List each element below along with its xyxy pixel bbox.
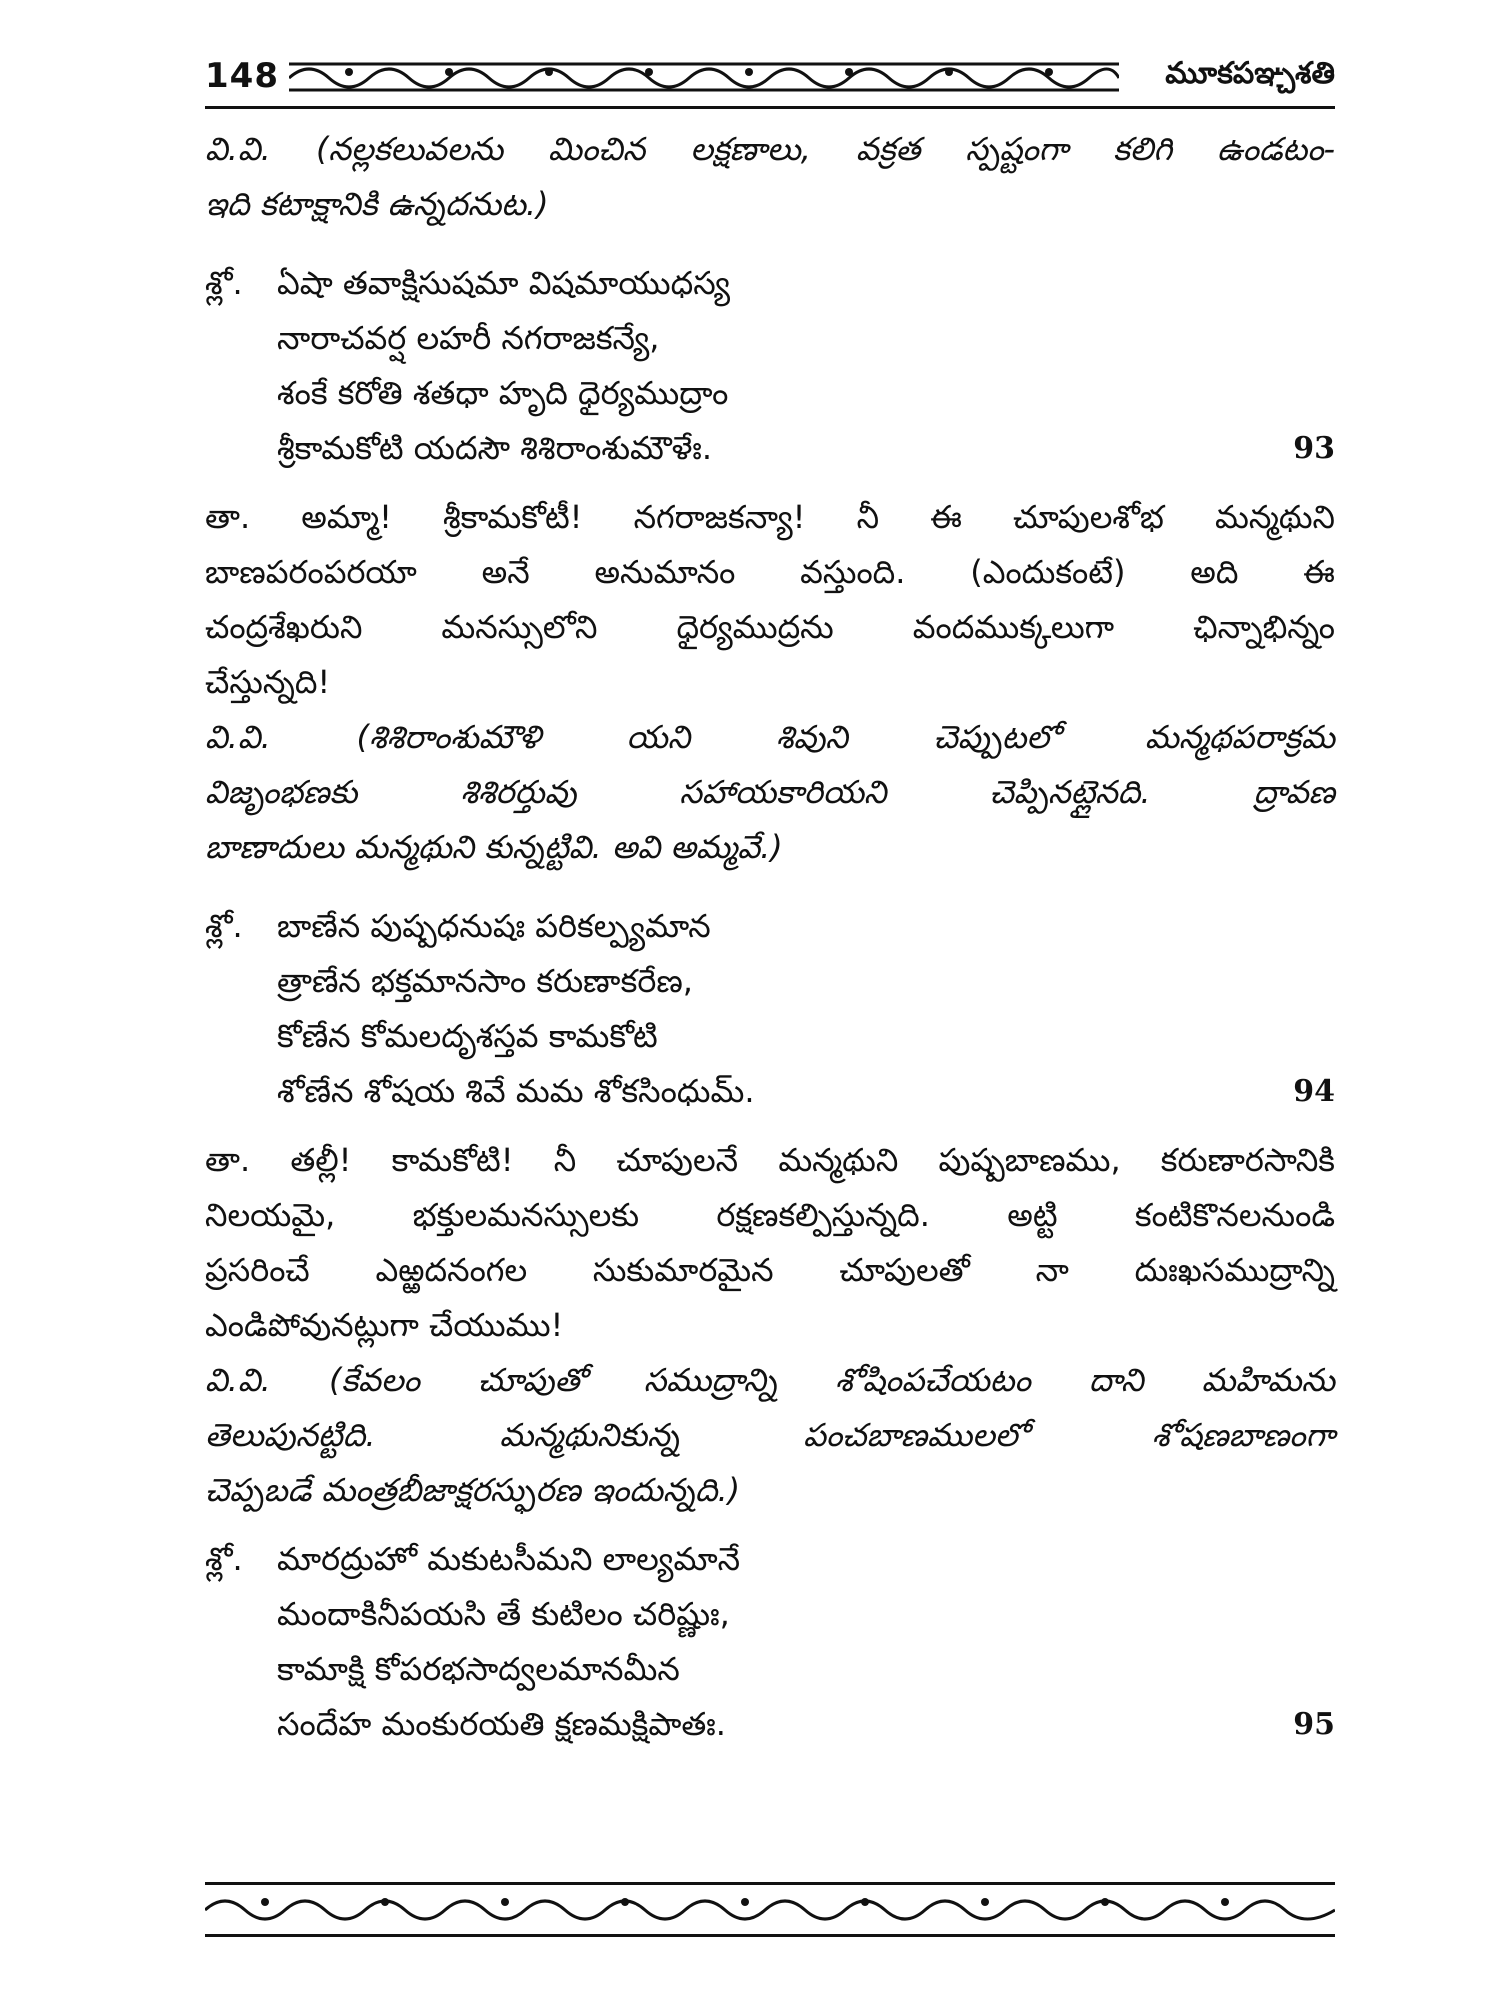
text-line: తా. తల్లీ! కామకోటి! నీ చూపులనే మన్మథుని పుష్పబాణము, కరుణారసానికి <box>205 1141 1335 1179</box>
text-line: వి.వి. (నల్లకలువలను మించిన లక్షణాలు, వక్రత స్పష్టంగా కలిగి ఉండటం- <box>205 130 1335 168</box>
commentary-paragraph <box>205 1353 1335 1518</box>
verse-line <box>205 1064 1335 1119</box>
verse-block <box>205 256 1335 476</box>
verse-label: శ్లో. <box>205 1540 243 1578</box>
page-footer <box>205 1882 1335 1942</box>
text-line: బాణాదులు మన్మథుని కున్నట్టివి. అవి అమ్మవే.) <box>205 828 783 866</box>
verse-line: మారద్రుహో మకుటసీమని లాల్యమానే <box>277 1540 741 1578</box>
footer-rule-top <box>205 1882 1335 1885</box>
verse-number: 94 <box>1293 1074 1335 1109</box>
text-line: నిలయమై, భక్తులమనస్సులకు రక్షణకల్పిస్తున్నది. అట్టి కంటికొనలనుండి <box>205 1196 1335 1234</box>
verse-line: శంకే కరోతి శతధా హృది ధైర్యముద్రాం <box>277 374 729 412</box>
text-line: తా. అమ్మా! శ్రీకామకోటీ! నగరాజకన్యా! నీ ఈ చూపులశోభ మన్మథుని <box>205 498 1335 536</box>
verse-line: త్రాణేన భక్తమానసాం కరుణాకరేణ, <box>277 962 693 1000</box>
verse-number: 95 <box>1293 1707 1335 1742</box>
footer-rule-bottom <box>205 1934 1335 1937</box>
page-number: 148 <box>205 56 279 96</box>
verse-line: కామాక్షి కోపరభసాద్వలమానమీన <box>277 1650 680 1688</box>
meaning-paragraph <box>205 490 1335 710</box>
text-line: చెప్పబడే మంత్రబీజాక్షరస్ఫురణ ఇందున్నది.) <box>205 1471 741 1509</box>
text-line: తెలుపునట్టిది. మన్మథునికున్న పంచబాణములలో శోషణబాణంగా <box>205 1416 1335 1454</box>
text-line: విజృంభణకు శిశిరర్తువు సహాయకారియని చెప్పినట్లైనది. ద్రావణ <box>205 773 1335 811</box>
text-line: చేస్తున్నది! <box>205 663 331 701</box>
text-line: ఇది కటాక్షానికి ఉన్నదనుట.) <box>205 185 549 223</box>
header-rule <box>205 106 1335 109</box>
verse-line: బాణేన పుష్పధనుషః పరికల్ప్యమాన <box>277 907 711 945</box>
verse-block <box>205 1532 1335 1752</box>
text-line: ఎండిపోవునట్లుగా చేయుము! <box>205 1306 564 1344</box>
text-line: ప్రసరించే ఎఱ్ఱదనంగల సుకుమారమైన చూపులతో నా దుఃఖసముద్రాన్ని <box>205 1251 1335 1289</box>
commentary-paragraph <box>205 710 1335 875</box>
verse-line: మందాకినీపయసి తే కుటిలం చరిష్ణుః, <box>277 1595 730 1633</box>
verse-label: శ్లో. <box>205 264 243 302</box>
text-line: వి.వి. (కేవలం చూపుతో సముద్రాన్ని శోషింపచేయటం దాని మహిమను <box>205 1361 1335 1399</box>
text-line: చంద్రశేఖరుని మనస్సులోని ధైర్యముద్రను వందముక్కలుగా ఛిన్నాభిన్నం <box>205 608 1335 646</box>
running-title: మూకపఞ్చశతి <box>1165 56 1335 91</box>
verse-line: కోణేన కోమలదృశస్తవ కామకోటి <box>277 1017 658 1055</box>
verse-line-text: శ్రీకామకోటి యదసౌ శిశిరాంశుమౌళేః. <box>277 429 713 467</box>
verse-line-text: శోణేన శోషయ శివే మమ శోకసింధుమ్. <box>277 1072 755 1110</box>
page-header <box>205 52 1335 114</box>
verse-number: 93 <box>1293 431 1335 466</box>
page-body <box>205 122 1335 1752</box>
verse-block <box>205 899 1335 1119</box>
book-page <box>205 52 1335 1932</box>
commentary-paragraph <box>205 122 1335 232</box>
decorative-border-top <box>289 58 1119 98</box>
text-line: వి.వి. (శిశిరాంశుమౌళి యని శివుని చెప్పుటలో మన్మథపరాక్రమ <box>205 718 1335 756</box>
verse-label: శ్లో. <box>205 907 243 945</box>
verse-line-text: సందేహ మంకురయతి క్షణమక్షిపాతః. <box>277 1705 726 1743</box>
decorative-border-bottom <box>205 1890 1335 1930</box>
verse-line: ఏషా తవాక్షిసుషమా విషమాయుధస్య <box>277 264 730 302</box>
verse-line: నారాచవర్ష లహరీ నగరాజకన్యే, <box>277 319 660 357</box>
text-line: బాణపరంపరయా అనే అనుమానం వస్తుంది. (ఎందుకంటే) అది ఈ <box>205 553 1335 591</box>
meaning-paragraph <box>205 1133 1335 1353</box>
verse-line <box>205 421 1335 476</box>
verse-line <box>205 1697 1335 1752</box>
